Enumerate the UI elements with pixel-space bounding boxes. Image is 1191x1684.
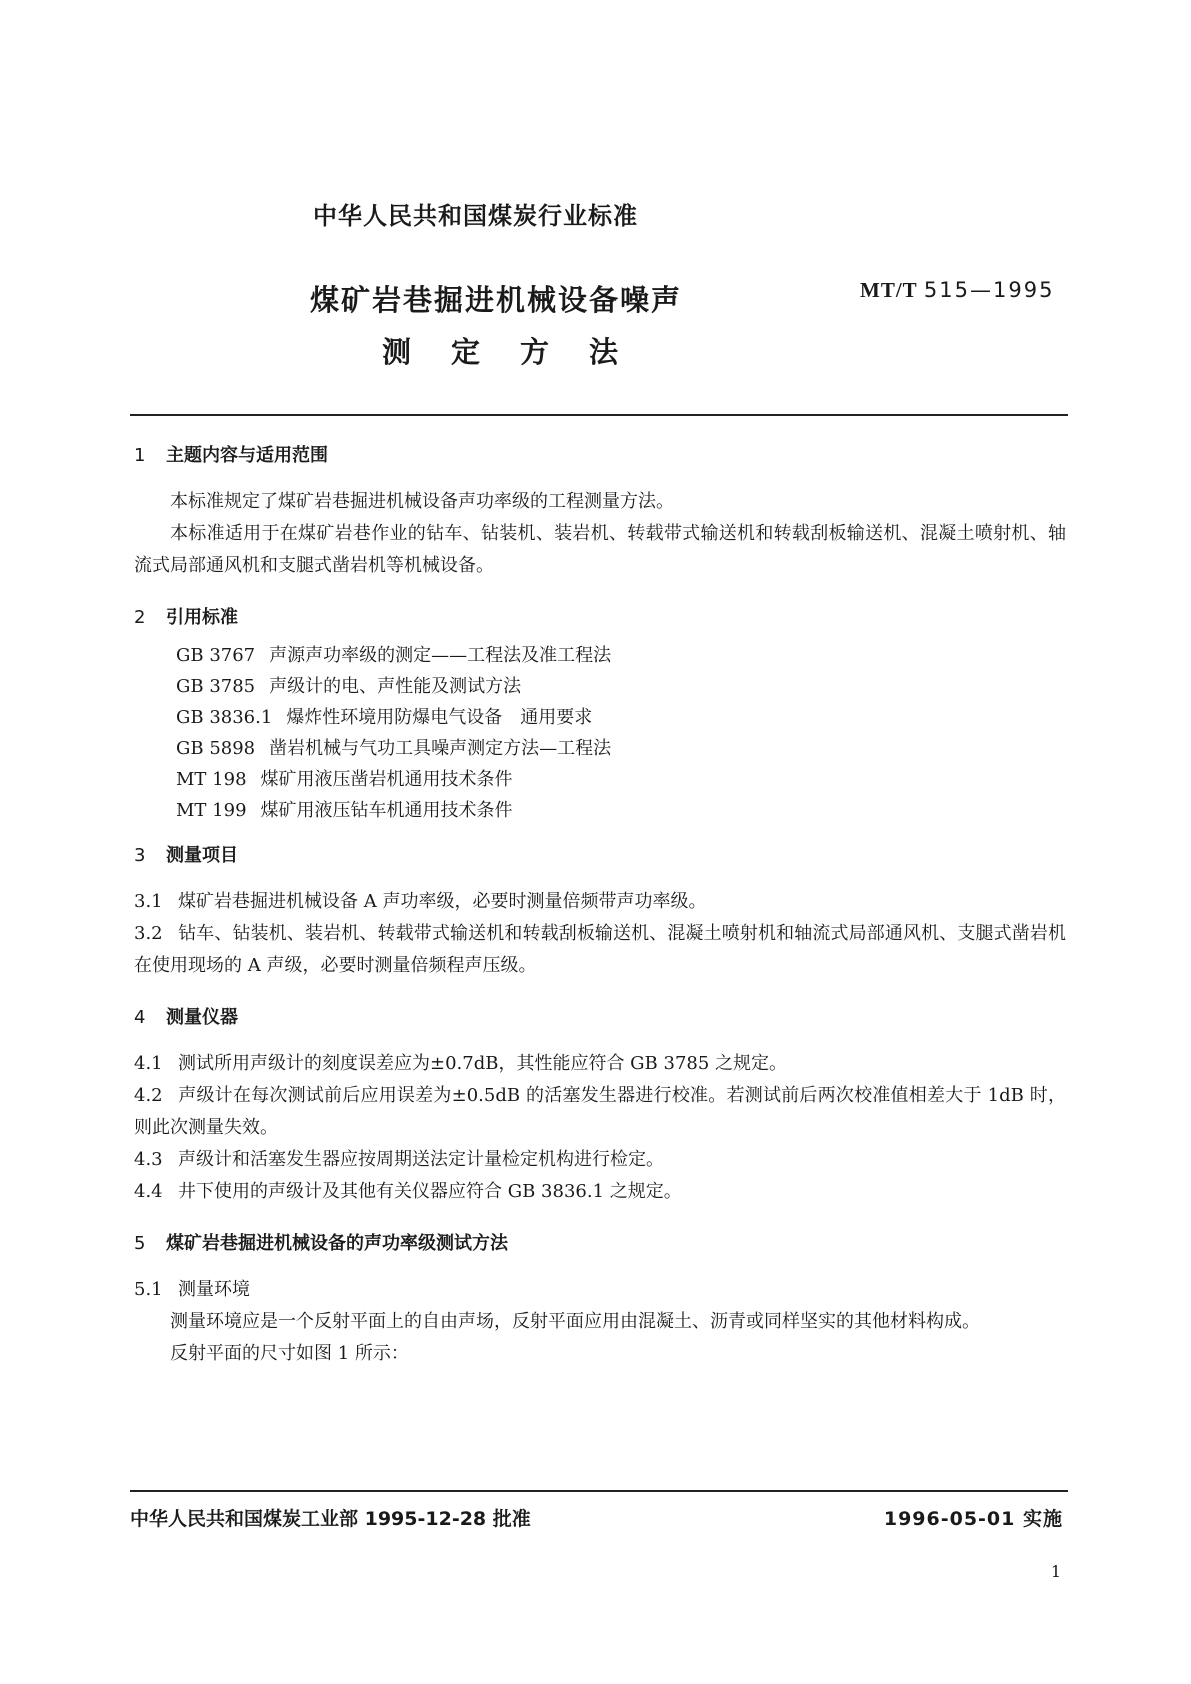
section-title: 主题内容与适用范围 <box>166 445 328 466</box>
clause-number: 3.2 <box>134 923 163 944</box>
section-1-heading <box>134 440 1066 472</box>
list-item <box>176 702 1066 733</box>
clause-4-2 <box>134 1080 1066 1144</box>
clause-number: 5.1 <box>134 1279 163 1300</box>
clause-number: 4.2 <box>134 1085 163 1106</box>
header-divider <box>130 414 1068 416</box>
standard-category: 中华人民共和国煤炭行业标准 <box>313 202 638 230</box>
clause-text: 钻车、钻装机、装岩机、转载带式输送机和转载刮板输送机、混凝土喷射机和轴流式局部通风机、支腿式凿岩机在使用现场的 A 声级，必要时测量倍频程声压级。 <box>134 923 1066 976</box>
ref-code: GB 3785 <box>176 676 256 697</box>
page-number: 1 <box>1050 1562 1061 1581</box>
list-item <box>176 733 1066 764</box>
document-title-line2: 测定方法 <box>382 335 659 369</box>
ref-name: 声级计的电、声性能及测试方法 <box>269 676 522 697</box>
clause-text: 井下使用的声级计及其他有关仪器应符合 GB 3836.1 之规定。 <box>178 1181 682 1202</box>
approval-notice: 中华人民共和国煤炭工业部 1995-12-28 批准 <box>130 1508 531 1530</box>
section-title: 引用标准 <box>166 607 238 628</box>
ref-name: 煤矿用液压凿岩机通用技术条件 <box>260 769 513 790</box>
ref-name: 爆炸性环境用防爆电气设备 通用要求 <box>286 707 593 728</box>
clause-number: 4.1 <box>134 1053 163 1074</box>
section-4-heading <box>134 1002 1066 1034</box>
standard-code <box>860 278 1054 303</box>
section-1-paragraph-2: 本标准适用于在煤矿岩巷作业的钻车、钻装机、装岩机、转载带式输送机和转载刮板输送机、混凝土喷射机、轴流式局部通风机和支腿式凿岩机等机械设备。 <box>134 523 1066 576</box>
section-2-heading <box>134 602 1066 634</box>
list-item <box>176 795 1066 826</box>
effective-date: 1996-05-01 实施 <box>883 1508 1063 1530</box>
standard-code-number: 515—1995 <box>923 278 1055 302</box>
section-1-paragraph-1: 本标准规定了煤矿岩巷掘进机械设备声功率级的工程测量方法。 <box>170 491 674 512</box>
clause-text: 声级计在每次测试前后应用误差为±0.5dB 的活塞发生器进行校准。若测试前后两次校准值相差大于 1dB 时，则此次测量失效。 <box>134 1085 1066 1138</box>
ref-name: 凿岩机械与气功工具噪声测定方法—工程法 <box>269 738 612 759</box>
section-title: 煤矿岩巷掘进机械设备的声功率级测试方法 <box>166 1233 508 1254</box>
section-title: 测量项目 <box>166 845 238 866</box>
section-title: 测量仪器 <box>166 1007 238 1028</box>
footer-divider <box>130 1490 1068 1492</box>
clause-number: 4.4 <box>134 1181 163 1202</box>
clause-text: 测试所用声级计的刻度误差应为±0.7dB，其性能应符合 GB 3785 之规定。 <box>178 1053 788 1074</box>
clause-4-3 <box>134 1144 1066 1176</box>
section-number: 1 <box>134 445 146 466</box>
ref-code: MT 198 <box>176 769 247 790</box>
ref-name: 煤矿用液压钻车机通用技术条件 <box>260 800 513 821</box>
section-5-heading <box>134 1228 1066 1260</box>
section-5-paragraph-2: 反射平面的尺寸如图 1 所示： <box>170 1343 409 1364</box>
list-item <box>176 640 1066 671</box>
section-number: 5 <box>134 1233 146 1254</box>
document-body <box>134 440 1066 1370</box>
clause-4-1 <box>134 1048 1066 1080</box>
section-number: 4 <box>134 1007 146 1028</box>
clause-5-1 <box>134 1274 1066 1306</box>
document-title-line1: 煤矿岩巷掘进机械设备噪声 <box>310 283 683 317</box>
clause-text: 声级计和活塞发生器应按周期送法定计量检定机构进行检定。 <box>178 1149 664 1170</box>
section-number: 2 <box>134 607 146 628</box>
clause-title: 测量环境 <box>178 1279 250 1300</box>
section-5-paragraph-1: 测量环境应是一个反射平面上的自由声场，反射平面应用由混凝土、沥青或同样坚实的其他材料构成。 <box>170 1311 980 1332</box>
clause-number: 3.1 <box>134 891 163 912</box>
ref-code: GB 3767 <box>176 645 256 666</box>
clause-3-2 <box>134 918 1066 982</box>
ref-code: MT 199 <box>176 800 247 821</box>
clause-number: 4.3 <box>134 1149 163 1170</box>
clause-text: 煤矿岩巷掘进机械设备 A 声功率级，必要时测量倍频带声功率级。 <box>178 891 707 912</box>
standard-code-prefix: MT/T <box>860 278 918 302</box>
ref-code: GB 5898 <box>176 738 256 759</box>
clause-4-4 <box>134 1176 1066 1208</box>
referenced-standards-list <box>176 640 1066 826</box>
section-3-heading <box>134 840 1066 872</box>
list-item <box>176 764 1066 795</box>
section-number: 3 <box>134 845 146 866</box>
ref-name: 声源声功率级的测定——工程法及准工程法 <box>269 645 612 666</box>
list-item <box>176 671 1066 702</box>
clause-3-1 <box>134 886 1066 918</box>
ref-code: GB 3836.1 <box>176 707 273 728</box>
